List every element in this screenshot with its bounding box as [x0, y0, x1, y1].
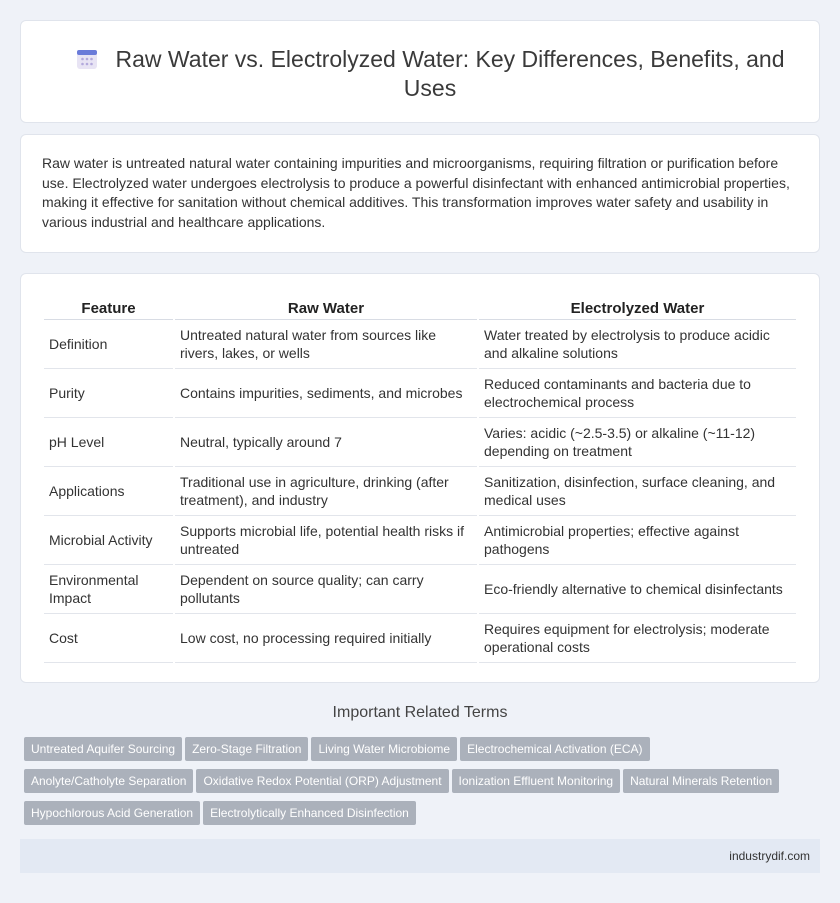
- intro-paragraph: Raw water is untreated natural water containing impurities and microorganisms, requiring filtration or purification before use. Electrolyzed water undergoes electrolysis to produce a powerful disinfectant with enhanced antimicrobial properties, making it effective for sanitation without chemical additives. This transformation improves water safety and usability in various industrial and healthcare applications.: [42, 155, 790, 230]
- raw-water-cell: Dependent on source quality; can carry pollutants: [175, 565, 477, 614]
- related-term-tag[interactable]: Oxidative Redox Potential (ORP) Adjustment: [196, 769, 448, 793]
- table-header-row: [44, 294, 796, 320]
- related-terms-list: [24, 737, 814, 833]
- header-raw-water: Raw Water: [175, 294, 477, 320]
- raw-water-cell: Supports microbial life, potential health risks if untreated: [175, 516, 477, 565]
- related-term-tag[interactable]: Ionization Effluent Monitoring: [452, 769, 621, 793]
- electrolyzed-water-cell: Antimicrobial properties; effective against pathogens: [479, 516, 796, 565]
- feature-cell: Microbial Activity: [44, 516, 173, 565]
- related-term-tag[interactable]: Zero-Stage Filtration: [185, 737, 308, 761]
- feature-cell: Definition: [44, 320, 173, 369]
- electrolyzed-water-cell: Sanitization, disinfection, surface cleaning, and medical uses: [479, 467, 796, 516]
- header-card: [20, 20, 820, 123]
- related-term-tag[interactable]: Anolyte/Catholyte Separation: [24, 769, 193, 793]
- raw-water-cell: Contains impurities, sediments, and microbes: [175, 369, 477, 418]
- electrolyzed-water-cell: Water treated by electrolysis to produce acidic and alkaline solutions: [479, 320, 796, 369]
- related-term-tag[interactable]: Hypochlorous Acid Generation: [24, 801, 200, 825]
- feature-cell: Purity: [44, 369, 173, 418]
- related-term-tag[interactable]: Living Water Microbiome: [311, 737, 457, 761]
- table-row: [44, 614, 796, 663]
- raw-water-cell: Traditional use in agriculture, drinking (after treatment), and industry: [175, 467, 477, 516]
- header-feature: Feature: [44, 294, 173, 320]
- raw-water-cell: Low cost, no processing required initially: [175, 614, 477, 663]
- table-row: [44, 369, 796, 418]
- feature-cell: Environmental Impact: [44, 565, 173, 614]
- related-term-tag[interactable]: Untreated Aquifer Sourcing: [24, 737, 182, 761]
- feature-cell: pH Level: [44, 418, 173, 467]
- page-title: [61, 45, 799, 103]
- comparison-card: [20, 273, 820, 683]
- related-term-tag[interactable]: Natural Minerals Retention: [623, 769, 779, 793]
- header-electrolyzed-water: Electrolyzed Water: [479, 294, 796, 320]
- table-row: [44, 467, 796, 516]
- table-row: [44, 565, 796, 614]
- raw-water-cell: Untreated natural water from sources like rivers, lakes, or wells: [175, 320, 477, 369]
- electrolyzed-water-cell: Reduced contaminants and bacteria due to electrochemical process: [479, 369, 796, 418]
- comparison-table: [42, 294, 798, 663]
- footer-site-link[interactable]: industrydif.com: [729, 849, 810, 863]
- intro-card: [20, 134, 820, 253]
- table-row: [44, 516, 796, 565]
- electrolyzed-water-cell: Requires equipment for electrolysis; moderate operational costs: [479, 614, 796, 663]
- feature-cell: Applications: [44, 467, 173, 516]
- electrolyzed-water-cell: Varies: acidic (~2.5-3.5) or alkaline (~11-12) depending on treatment: [479, 418, 796, 467]
- electrolyzed-water-cell: Eco-friendly alternative to chemical disinfectants: [479, 565, 796, 614]
- related-term-tag[interactable]: Electrochemical Activation (ECA): [460, 737, 649, 761]
- related-term-tag[interactable]: Electrolytically Enhanced Disinfection: [203, 801, 416, 825]
- raw-water-cell: Neutral, typically around 7: [175, 418, 477, 467]
- footer: [20, 839, 820, 873]
- title-text: Raw Water vs. Electrolyzed Water: Key Differences, Benefits, and Uses: [115, 46, 785, 101]
- table-row: [44, 418, 796, 467]
- calendar-icon: [76, 48, 98, 70]
- table-row: [44, 320, 796, 369]
- feature-cell: Cost: [44, 614, 173, 663]
- related-terms-heading: Important Related Terms: [332, 704, 508, 721]
